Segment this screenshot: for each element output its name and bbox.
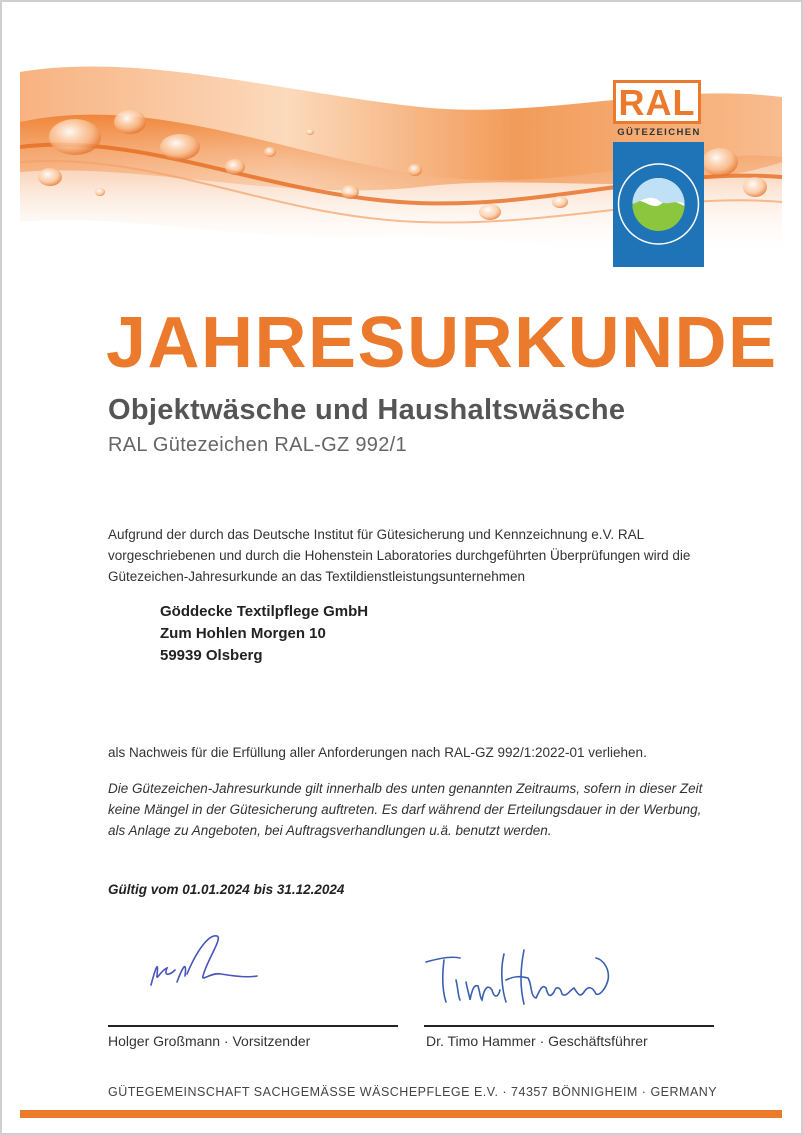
bottom-accent-bar bbox=[20, 1110, 782, 1118]
document-title: JAHRESURKUNDE bbox=[106, 303, 778, 383]
proof-statement: als Nachweis für die Erfüllung aller Anforderungen nach RAL-GZ 992/1:2022-01 verliehen. bbox=[108, 745, 647, 760]
company-city: 59939 Olsberg bbox=[160, 647, 263, 664]
signature-line-2 bbox=[424, 1025, 714, 1027]
signature-grossmann bbox=[137, 930, 267, 1000]
ral-logo bbox=[610, 80, 708, 138]
valid-period: Gültig vom 01.01.2024 bis 31.12.2024 bbox=[108, 882, 345, 897]
company-name: Göddecke Textilpflege GmbH bbox=[160, 603, 369, 620]
company-street: Zum Hohlen Morgen 10 bbox=[160, 625, 326, 642]
signer-1-name: Holger Großmann · Vorsitzender bbox=[108, 1033, 311, 1049]
ral-brand-sub: GÜTEZEICHEN bbox=[617, 127, 701, 138]
textile-service-seal bbox=[613, 142, 704, 267]
signature-line-1 bbox=[108, 1025, 398, 1027]
validity-note: Die Gütezeichen-Jahresurkunde gilt innerhalb des unten genannten Zeitraums, sofern in dieser Zeit keine Mängel in der Gütesicherung auftreten. Es darf während der Erteilungsdauer in der Werbung, als Anlage zu Angeboten, bei Auftragsverhandlungen u.ä. benutzt werden. bbox=[108, 781, 703, 838]
quality-standard: RAL Gütezeichen RAL-GZ 992/1 bbox=[108, 434, 407, 456]
document-subtitle: Objektwäsche und Haushaltswäsche bbox=[108, 394, 626, 426]
signature-hammer bbox=[420, 940, 620, 1010]
intro-paragraph: Aufgrund der durch das Deutsche Institut für Gütesicherung und Kennzeichnung e.V. RAL vorgeschriebenen und durch die Hohenstein Laboratories durchgeführten Überprüfungen wird die Gütezeichen-Jahresurkunde an das Textildienstleistungsunternehmen bbox=[108, 527, 691, 584]
company-address bbox=[160, 601, 368, 667]
seal-globe-icon bbox=[613, 142, 704, 267]
issuer-footer: GÜTEGEMEINSCHAFT SACHGEMÄSSE WÄSCHEPFLEGE E.V. · 74357 BÖNNIGHEIM · GERMANY bbox=[108, 1085, 718, 1099]
ral-brand: RAL bbox=[613, 80, 701, 124]
signer-2-name: Dr. Timo Hammer · Geschäftsführer bbox=[426, 1033, 648, 1049]
